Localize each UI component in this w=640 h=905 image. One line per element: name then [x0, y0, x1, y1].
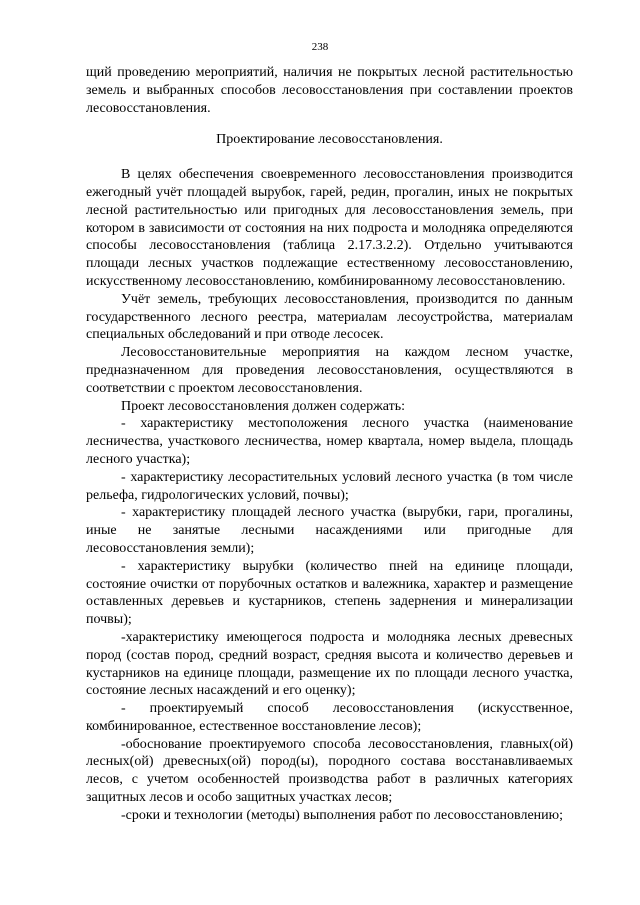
list-item: - характеристику местоположения лесного участка (наименование лесничества, участкового лесничества, номер квартала, номер выдела, площадь лесного участка); [86, 416, 573, 467]
list-item: -обоснование проектируемого способа лесовосстановления, главных(ой) лесных(ой) древесных(ой) пород(ы), породного состава восстанавливаемых лесов, с учетом особенностей производства работ в различных категориях защитных лесов и особо защитных участках лесов; [86, 736, 573, 806]
paragraph: Учёт земель, требующих лесовосстановления, производится по данным государственного лесного реестра, материалам лесоустройства, материалам специальных обследований и при отводе лесосек. [86, 291, 573, 343]
page-body [86, 64, 573, 825]
list-item: - характеристику вырубки (количество пней на единице площади, состояние очистки от порубочных остатков и валежника, характер и размещение оставленных деревьев и кустарников, степень задернения и минерализации почвы); [86, 558, 573, 628]
list-item: -характеристику имеющегося подроста и молодняка лесных древесных пород (состав пород, средний возраст, средняя высота и количество деревьев и кустарников на единице площади, размещение их по площади лесного участка, состояние лесных насаждений и его оценку); [86, 629, 573, 699]
paragraph: В целях обеспечения своевременного лесовосстановления производится ежегодный учёт площадей вырубок, гарей, редин, прогалин, иных не покрытых лесной растительностью или пригодных для лесовосстановления земель, при котором в зависимости от состояния на них подроста и молодняка определяются способы лесовосстановления (таблица 2.17.3.2.2). Отдельно учитываются площади лесных участков подлежащие естественному лесовосстановлению, искусственному лесовосстановлению, комбинированному лесовосстановлению. [86, 167, 573, 289]
list-item: - проектируемый способ лесовосстановления (искусственное, комбинированное, естественное восстановление лесов); [86, 701, 573, 734]
list-item: - характеристику лесорастительных условий лесного участка (в том числе рельефа, гидрологических условий, почвы); [86, 469, 573, 503]
list-item: - характеристику площадей лесного участка (вырубки, гари, прогалины, иные не занятые лесными насаждениями или пригодные для лесовосстановления земли); [86, 505, 573, 556]
paragraph-continuation: щий проведению мероприятий, наличия не покрытых лесной растительностью земель и выбранных способов лесовосстановления при составлении проектов лесовосстановления. [86, 65, 573, 116]
page-number: 238 [311, 41, 329, 53]
list-item: -сроки и технологии (методы) выполнения работ по лесовосстановлению; [121, 807, 563, 823]
paragraph: Проект лесовосстановления должен содержать: [121, 398, 406, 414]
section-heading: Проектирование лесовосстановления. [216, 132, 443, 148]
paragraph: Лесовосстановительные мероприятия на каждом лесном участке, предназначенном для проведения лесовосстановления, осуществляются в соответствии с проектом лесовосстановления. [86, 345, 573, 396]
